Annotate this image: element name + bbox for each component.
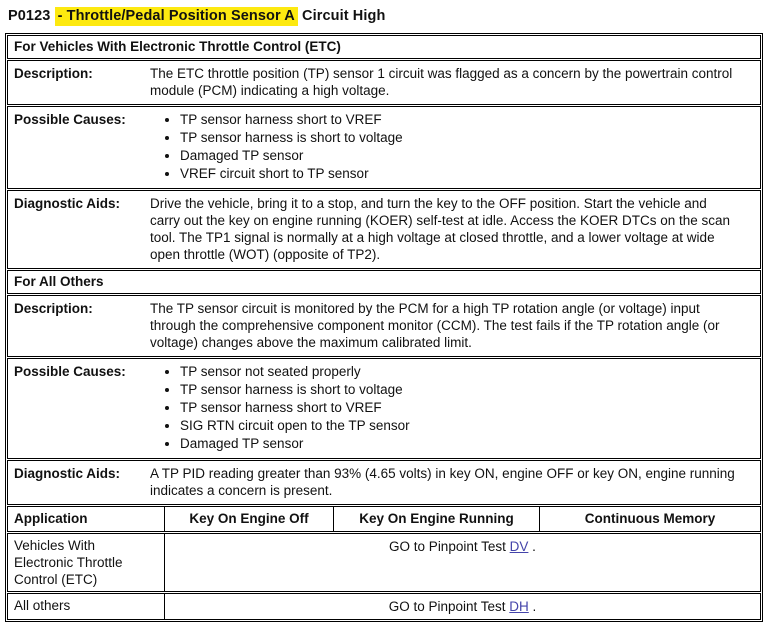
section-header-etc: For Vehicles With Electronic Throttle Control (ETC) <box>7 35 761 59</box>
diagnostic-aids-label: Diagnostic Aids: <box>14 196 121 211</box>
cause-item: • Damaged TP sensor <box>180 435 736 453</box>
dtc-title-rest: Circuit High <box>302 8 386 24</box>
column-header-continuous-memory: Continuous Memory <box>584 511 716 526</box>
description-text: The TP sensor circuit is monitored by the PCM for a high TP rotation angle (or voltage) input through the comprehensive component monitor (CCM). The test fails if the TP rotation angle (or voltage) changes above the maximum calibrated limit. <box>150 301 720 350</box>
diagnostic-aids-text: A TP PID reading greater than 93% (4.65 volts) in key ON, engine OFF or key ON, engine running indicates a concern is present. <box>150 466 735 498</box>
cause-item: • TP sensor harness short to VREF <box>180 399 736 417</box>
dtc-code: P0123 <box>8 8 51 24</box>
possible-causes-label: Possible Causes: <box>14 364 126 379</box>
possible-causes-list <box>150 363 736 453</box>
go-to-text: GO to Pinpoint Test <box>389 539 506 554</box>
description-text: The ETC throttle position (TP) sensor 1 circuit was flagged as a concern by the powertrain control module (PCM) indicating a high voltage. <box>150 66 733 98</box>
action-cell <box>165 594 760 619</box>
table-row-all-others <box>7 593 761 620</box>
page-title <box>8 8 763 24</box>
period-text: . <box>532 539 536 554</box>
go-to-text: GO to Pinpoint Test <box>388 599 506 614</box>
application-table-header <box>7 506 761 532</box>
section-header-all-others: For All Others <box>7 270 761 294</box>
column-header-key-on-engine-running: Key On Engine Running <box>334 507 540 531</box>
application-cell: Vehicles With Electronic Throttle Control (ETC) <box>8 534 165 591</box>
description-label: Description: <box>14 66 93 81</box>
cause-item: • Damaged TP sensor <box>180 147 736 165</box>
possible-causes-label: Possible Causes: <box>14 112 126 127</box>
column-header-application: Application <box>8 507 165 531</box>
cause-item: • TP sensor harness short to VREF <box>180 111 736 129</box>
cause-item: • VREF circuit short to TP sensor <box>180 165 736 183</box>
others-diagnostic-aids-row <box>7 460 761 505</box>
etc-diagnostic-aids-row <box>7 190 761 269</box>
action-cell <box>165 534 760 591</box>
table-row-etc-vehicles <box>7 533 761 592</box>
dtc-name-highlight: - Throttle/Pedal Position Sensor A <box>55 7 298 26</box>
pinpoint-test-dv-link[interactable]: DV <box>509 539 529 554</box>
possible-causes-list <box>150 111 736 183</box>
others-possible-causes-row <box>7 358 761 459</box>
dtc-table <box>5 33 763 622</box>
others-description-row <box>7 295 761 357</box>
application-cell: All others <box>8 594 165 619</box>
column-header-key-on-engine-off: Key On Engine Off <box>165 507 334 531</box>
period-text: . <box>532 599 537 614</box>
cause-item: • TP sensor not seated properly <box>180 363 736 381</box>
cause-item: • TP sensor harness is short to voltage <box>180 381 736 399</box>
cause-item: • TP sensor harness is short to voltage <box>180 129 736 147</box>
etc-description-row <box>7 60 761 105</box>
pinpoint-test-dh-link[interactable]: DH <box>509 599 529 614</box>
description-label: Description: <box>14 301 93 316</box>
diagnostic-aids-label: Diagnostic Aids: <box>14 466 121 481</box>
etc-possible-causes-row <box>7 106 761 189</box>
diagnostic-aids-text: Drive the vehicle, bring it to a stop, and turn the key to the OFF position. Start the vehicle and carry out the key on engine running (KOER) self-test at idle. Access the KOER DTCs on the scan tool. The TP1 signal is normally at a high voltage at closed throttle, and a lower voltage at wide open throttle (WOT) (opposite of TP2). <box>150 196 731 262</box>
cause-item: • SIG RTN circuit open to the TP sensor <box>180 417 736 435</box>
